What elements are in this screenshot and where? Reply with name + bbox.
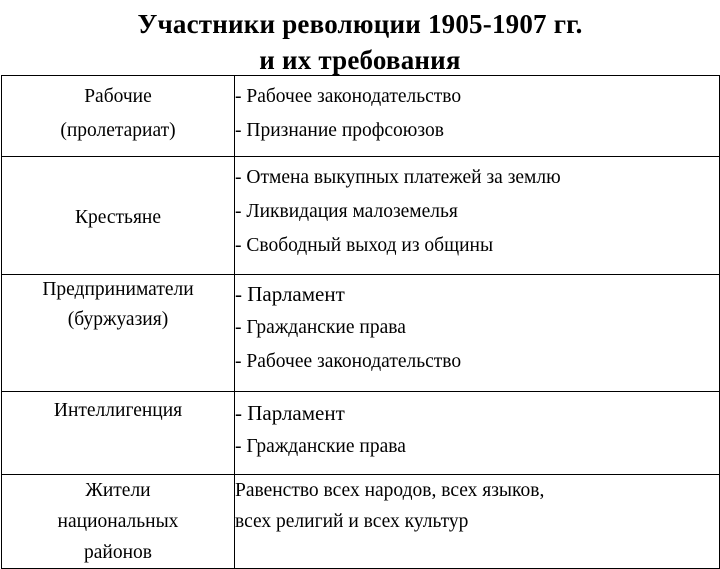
demand-item: - Отмена выкупных платежей за землю (235, 167, 561, 188)
demands-cell (235, 475, 720, 569)
demand-item: - Рабочее законодательство (235, 351, 462, 372)
table-row (2, 76, 720, 157)
table-row (2, 392, 720, 475)
demand-item: - Гражданские права (235, 436, 406, 457)
participant-label: Рабочие (84, 86, 152, 107)
participant-label: районов (84, 542, 152, 563)
participant-label: (буржуазия) (67, 309, 169, 330)
demand-item: - Парламент (235, 282, 345, 306)
participant-label: Крестьяне (74, 206, 162, 228)
demand-item: всех религий и всех культур (235, 511, 469, 532)
demand-item: - Парламент (235, 401, 345, 425)
participant-label: Интеллигенция (53, 400, 183, 421)
demands-cell (235, 157, 720, 275)
slide-title (0, 6, 720, 78)
demands-cell (235, 275, 720, 392)
participant-cell (2, 275, 235, 392)
table-row (2, 157, 720, 275)
demand-item: - Рабочее законодательство (235, 86, 462, 107)
participant-label: (пролетариат) (60, 120, 176, 141)
demand-item: Равенство всех народов, всех языков, (235, 480, 545, 501)
participant-cell (2, 392, 235, 475)
title-line-2: и их требования (259, 45, 461, 75)
demand-item: - Свободный выход из общины (235, 235, 494, 256)
participant-cell (2, 76, 235, 157)
demand-item: - Гражданские права (235, 317, 406, 338)
participant-cell (2, 157, 235, 275)
demands-cell (235, 76, 720, 157)
demand-item: - Признание профсоюзов (235, 120, 444, 141)
demands-cell (235, 392, 720, 475)
participant-label: Жители (85, 480, 151, 501)
title-line-1: Участники революции 1905-1907 гг. (137, 9, 583, 39)
participant-label: Предприниматели (42, 279, 194, 300)
table-row (2, 275, 720, 392)
participant-label: национальных (57, 511, 179, 532)
participants-table (1, 75, 720, 569)
participant-cell (2, 475, 235, 569)
table-row (2, 475, 720, 569)
demand-item: - Ликвидация малоземелья (235, 201, 458, 222)
